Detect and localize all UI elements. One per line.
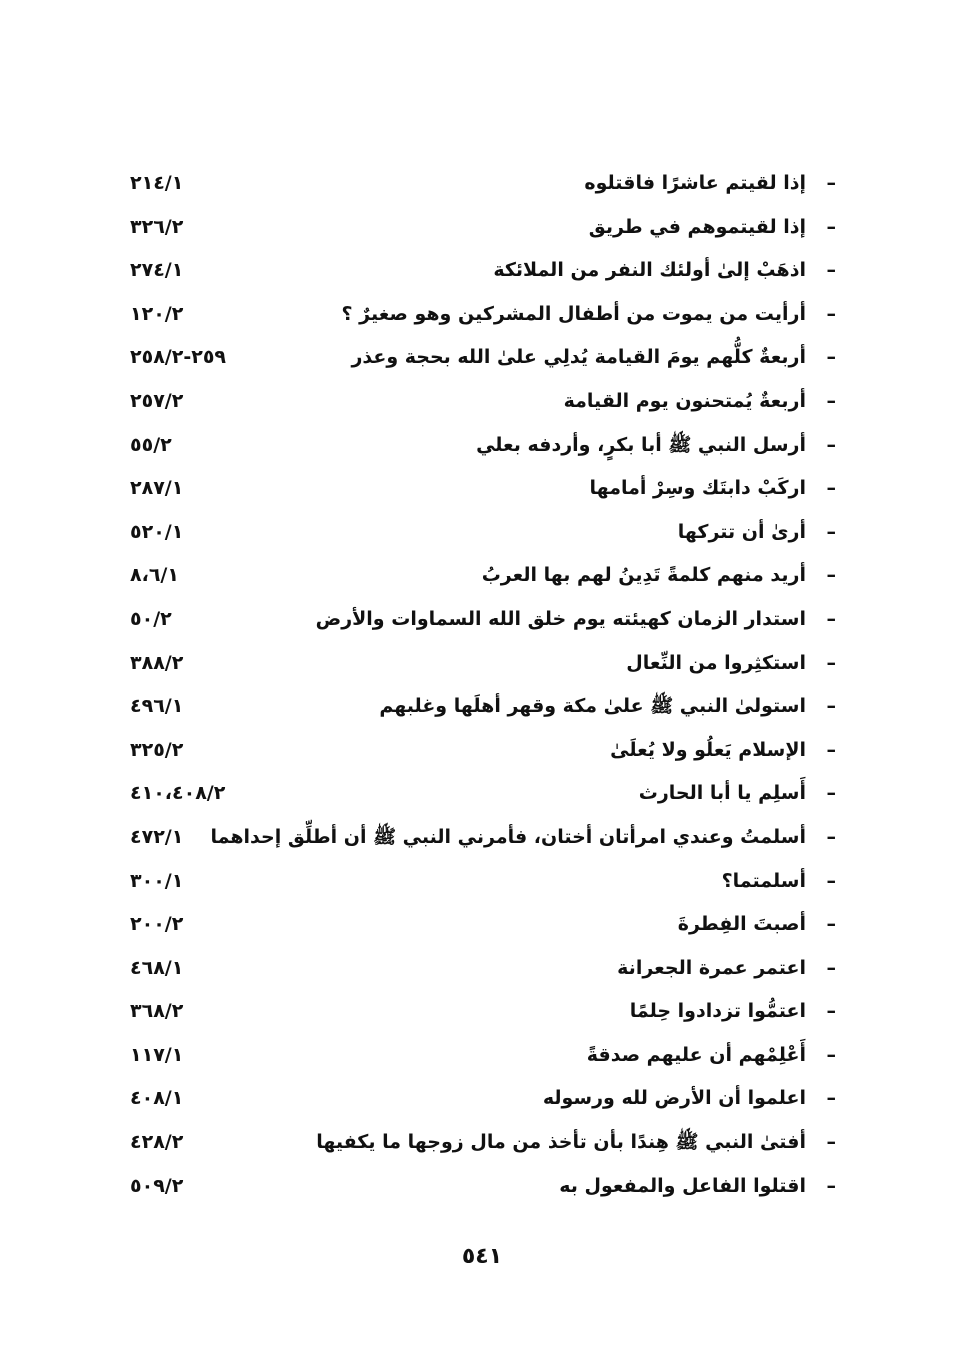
index-entry bbox=[0, 554, 964, 598]
entry-dash: – bbox=[826, 695, 836, 718]
entry-text: أَسلِم يا أبا الحارث bbox=[638, 782, 806, 805]
index-entry bbox=[0, 685, 964, 729]
entry-text: أرأيت من يموت من أطفال المشركين وهو صغيرٌ ؟ bbox=[341, 302, 806, 325]
entry-reference: ٢٠٠/٢ bbox=[130, 913, 184, 936]
index-entry bbox=[0, 1034, 964, 1078]
entry-reference: ١١٧/١ bbox=[130, 1043, 184, 1066]
entry-text: اعتمر عمرة الجعرانة bbox=[617, 956, 806, 979]
page-number: ٥٤١ bbox=[461, 1244, 503, 1269]
entry-reference: ٤٧٢/١ bbox=[130, 825, 184, 848]
entry-text: اذهَبْ إلىٰ أولئك النفر من الملائكة bbox=[493, 259, 806, 282]
entry-reference: ٢١٤/١ bbox=[130, 172, 184, 194]
index-entry bbox=[0, 1121, 964, 1165]
entry-dash: – bbox=[826, 956, 836, 979]
index-entry bbox=[0, 816, 964, 860]
index-entry bbox=[0, 380, 964, 424]
entry-text: أربعةٌ كلُّهم يومَ القيامة يُدلِي علىٰ الله بحجة وعذر bbox=[351, 346, 806, 369]
index-entry bbox=[0, 642, 964, 686]
entry-text: أربعةٌ يُمتحنون يوم القيامة bbox=[563, 389, 806, 412]
entry-dash: – bbox=[826, 302, 836, 325]
entry-dash: – bbox=[826, 738, 836, 761]
index-entry bbox=[0, 598, 964, 642]
index-entry bbox=[0, 729, 964, 773]
entry-text: استولىٰ النبي ﷺ علىٰ مكة وقهر أهلَها وغلبهم bbox=[379, 695, 806, 718]
index-entry bbox=[0, 424, 964, 468]
index-entry bbox=[0, 249, 964, 293]
entry-reference: ٥٢٠/١ bbox=[130, 520, 184, 543]
entry-text: أسلمتما؟ bbox=[721, 869, 806, 892]
entry-dash: – bbox=[826, 1087, 836, 1110]
entry-dash: – bbox=[826, 564, 836, 587]
index-entry bbox=[0, 206, 964, 250]
entry-dash: – bbox=[826, 215, 836, 238]
index-entry bbox=[0, 947, 964, 991]
entry-reference: ٢٥٧/٢ bbox=[130, 389, 184, 412]
entry-reference: ٤٦٨/١ bbox=[130, 956, 184, 979]
entry-dash: – bbox=[826, 520, 836, 543]
entry-text: اعتمُّوا تزدادوا حِلمًا bbox=[629, 1000, 806, 1023]
index-entry bbox=[0, 1165, 964, 1209]
entry-text: اقتلوا الفاعل والمفعول به bbox=[559, 1174, 806, 1197]
entry-text: إذا لقيتم عاشرًا فاقتلوه bbox=[584, 172, 806, 194]
entry-dash: – bbox=[826, 869, 836, 892]
entry-text: أرسل النبي ﷺ أبا بكرٍ، وأردفه بعلي bbox=[476, 433, 806, 456]
entry-dash: – bbox=[826, 1174, 836, 1197]
entry-text: أسلمتُ وعندي امرأتان أختان، فأمرني النبي ﷺ أن أطلِّق إحداهما bbox=[210, 825, 806, 848]
index-entry bbox=[0, 903, 964, 947]
entry-dash: – bbox=[826, 346, 836, 369]
entry-text: أريد منهم كلمةً تَدِينُ لهم بها العربُ bbox=[481, 564, 806, 587]
entry-dash: – bbox=[826, 825, 836, 848]
index-entry bbox=[0, 860, 964, 904]
entry-text: إذا لقيتموهم في طريق bbox=[588, 215, 806, 238]
entry-reference: ٥٥/٢ bbox=[130, 433, 172, 456]
entry-dash: – bbox=[826, 1043, 836, 1066]
entry-text: أفتىٰ النبي ﷺ هِندًا بأن تأخذ من مال زوجها ما يكفيها bbox=[316, 1131, 806, 1154]
entry-text: اعلموا أن الأرض لله ورسوله bbox=[542, 1087, 806, 1110]
entry-reference: ٣٠٠/١ bbox=[130, 869, 184, 892]
entry-reference: ٢٧٤/١ bbox=[130, 259, 184, 282]
entry-text: الإسلام يَعلُو ولا يُعلَىٰ bbox=[610, 738, 806, 761]
entry-dash: – bbox=[826, 172, 836, 194]
index-entry bbox=[0, 990, 964, 1034]
entry-reference: ٤٢٨/٢ bbox=[130, 1131, 184, 1154]
entry-reference: ٣٦٨/٢ bbox=[130, 1000, 184, 1023]
entry-dash: – bbox=[826, 913, 836, 936]
entry-reference: ٤١٠،٤٠٨/٢ bbox=[130, 782, 226, 805]
entry-reference: ٣٨٨/٢ bbox=[130, 651, 184, 674]
index-entry bbox=[0, 511, 964, 555]
entry-text: أصبتَ الفِطرةَ bbox=[677, 913, 806, 936]
entry-text: استدار الزمان كهيئته يوم خلق الله السماوات والأرض bbox=[315, 607, 806, 630]
index-entry bbox=[0, 772, 964, 816]
entry-reference: ٢٥٩-٢٥٨/٢ bbox=[130, 346, 227, 369]
index-entry bbox=[0, 162, 964, 206]
entry-reference: ٢٨٧/١ bbox=[130, 477, 184, 500]
entry-reference: ٤٩٦/١ bbox=[130, 695, 184, 718]
entry-text: أرىٰ أن تتركها bbox=[677, 520, 806, 543]
entry-reference: ٨،٦/١ bbox=[130, 564, 179, 587]
entry-reference: ٥٠/٢ bbox=[130, 607, 172, 630]
entry-reference: ٣٢٦/٢ bbox=[130, 215, 184, 238]
entry-text: أَعْلِمْهم أن عليهم صدقةً bbox=[586, 1043, 806, 1066]
entry-dash: – bbox=[826, 1000, 836, 1023]
hadith-index-list bbox=[0, 162, 964, 1208]
entry-dash: – bbox=[826, 782, 836, 805]
entry-dash: – bbox=[826, 651, 836, 674]
index-entry bbox=[0, 336, 964, 380]
entry-text: استكثِروا من النِّعال bbox=[626, 651, 806, 674]
entry-reference: ٤٠٨/١ bbox=[130, 1087, 184, 1110]
entry-dash: – bbox=[826, 607, 836, 630]
entry-dash: – bbox=[826, 1131, 836, 1154]
index-entry bbox=[0, 1077, 964, 1121]
entry-reference: ٣٢٥/٢ bbox=[130, 738, 184, 761]
entry-reference: ١٢٠/٢ bbox=[130, 302, 184, 325]
entry-dash: – bbox=[826, 477, 836, 500]
entry-dash: – bbox=[826, 259, 836, 282]
index-entry bbox=[0, 467, 964, 511]
entry-reference: ٥٠٩/٢ bbox=[130, 1174, 184, 1197]
entry-text: اركَبْ دابتَك وسِرْ أمامها bbox=[589, 477, 806, 500]
index-entry bbox=[0, 293, 964, 337]
entry-dash: – bbox=[826, 433, 836, 456]
entry-dash: – bbox=[826, 389, 836, 412]
